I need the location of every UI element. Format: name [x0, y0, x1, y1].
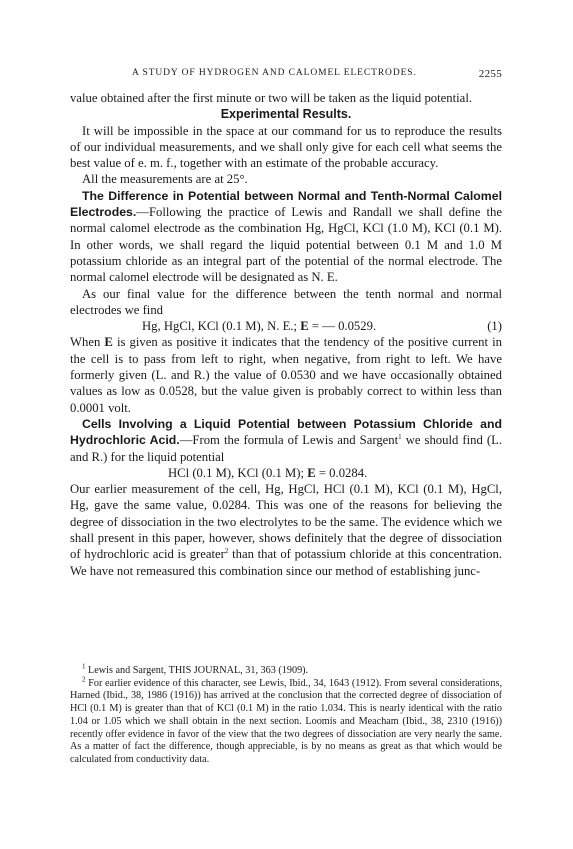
equation-2	[70, 465, 502, 481]
footnote-ref-1: 1	[398, 433, 402, 441]
paragraph-sign-convention: When E is given as positive it indicates that the tendency of the positive current in the cell is to pass from left to right, when negative, from right to left. We have formerly given (L. and R.) the value of 0.0530 and we have occasionally obtained values as low as 0.0528, but the value given is probably correct to within less than 0.0001 volt.	[70, 335, 502, 415]
running-title: A STUDY OF HYDROGEN AND CALOMEL ELECTRODES.	[132, 68, 417, 78]
paragraph-calomel-text: —Following the practice of Lewis and Randall we shall define the normal calomel electrode as the combination Hg, HgCl, KCl (1.0 M), KCl (0.1 M). In other words, we shall regard the liquid potential between 0.1 M and 1.0 M potassium chloride as an integral part of the potential of the normal electrode. The normal calomel electrode will be designated as N. E.	[70, 205, 502, 285]
footnotes	[70, 662, 502, 767]
footnote-ref-2: 2	[224, 547, 229, 556]
body-text	[70, 90, 502, 579]
paragraph-liquid-potential: Cells Involving a Liquid Potential between Potassium Chloride and Hydrochloric Acid.—From the formula of Lewis and Sargent$^1$ we should find (L. and R.) for the liquid potential	[70, 416, 503, 464]
run-in-heading-calomel: The Difference in Potential between Normal and Tenth-Normal Calomel Electrodes.	[70, 188, 502, 220]
paragraph-final-value: As our final value for the difference between the tenth normal and normal electrodes we find	[70, 286, 502, 317]
paragraph-calomel-difference	[70, 188, 502, 286]
equation-2-symbol: E	[307, 465, 316, 480]
equation-1-number: (1)	[487, 319, 502, 334]
equation-1-cell: Hg, HgCl, KCl (0.1 M), N. E.;	[142, 319, 298, 334]
paragraph-continuation: value obtained after the first minute or two will be taken as the liquid potential.	[70, 91, 473, 105]
running-header	[0, 68, 573, 82]
equation-1-symbol: E	[300, 319, 309, 334]
equation-2-value: = 0.0284.	[315, 465, 368, 480]
footnote-1: $^1$ Lewis and Sargent, THIS JOURNAL, 31, 363 (1909).	[82, 662, 309, 676]
page-number: 2255	[478, 68, 502, 80]
footnote-2: $^2$ For earlier evidence of this character, see Lewis, Ibid., 34, 1643 (1912). From several considerations, Harned (Ibid., 38, 1986 (1916)) has arrived at the conclusion that the corrected degree of dissociation of HCl (0.1 M) is greater than that of KCl (0.1 M) in the ratio 1.034. This is nearly identical with the ratio 1.04 or 1.05 which we shall obtain in the next section. Loomis and Meacham (Ibid., 38, 2310 (1916)) recently offer evidence in favor of the view that the two degrees of dissociation are very nearly the same. As a matter of fact the difference, though appreciable, is by no means as great as that which would be calculated from conductivity data.	[70, 675, 502, 765]
symbol-e: E	[104, 335, 113, 350]
equation-2-cell: HCl (0.1 M), KCl (0.1 M);	[168, 465, 305, 480]
paragraph-temperature: All the measurements are at 25°.	[82, 172, 248, 187]
equation-1-value: = — 0.0529.	[308, 319, 377, 334]
paragraph-earlier-measurement: Our earlier measurement of the cell, Hg, HgCl, HCl (0.1 M), KCl (0.1 M), HgCl, Hg, gave the same value, 0.0284. This was one of the reasons for believing the degree of dissociation in the two electrolytes to be the same. The evidence which we shall present in this paper, however, shows definitely that the degree of dissociation of hydrochloric acid is greater$^2$ than that of potassium chloride at this concentration. We have not remeasured this combination since our method of establishing junc-	[70, 482, 503, 578]
paragraph-space: It will be impossible in the space at our command for us to reproduce the results of our individual measurements, and we shall only give for each cell what seems the best value of e. m. f., together with an estimate of the probable accuracy.	[70, 123, 502, 171]
run-in-heading-liquid-potential: Cells Involving a Liquid Potential between Potassium Chloride and Hydrochloric Acid.	[70, 416, 502, 448]
section-heading: Experimental Results.	[220, 107, 352, 122]
equation-1	[70, 318, 502, 334]
